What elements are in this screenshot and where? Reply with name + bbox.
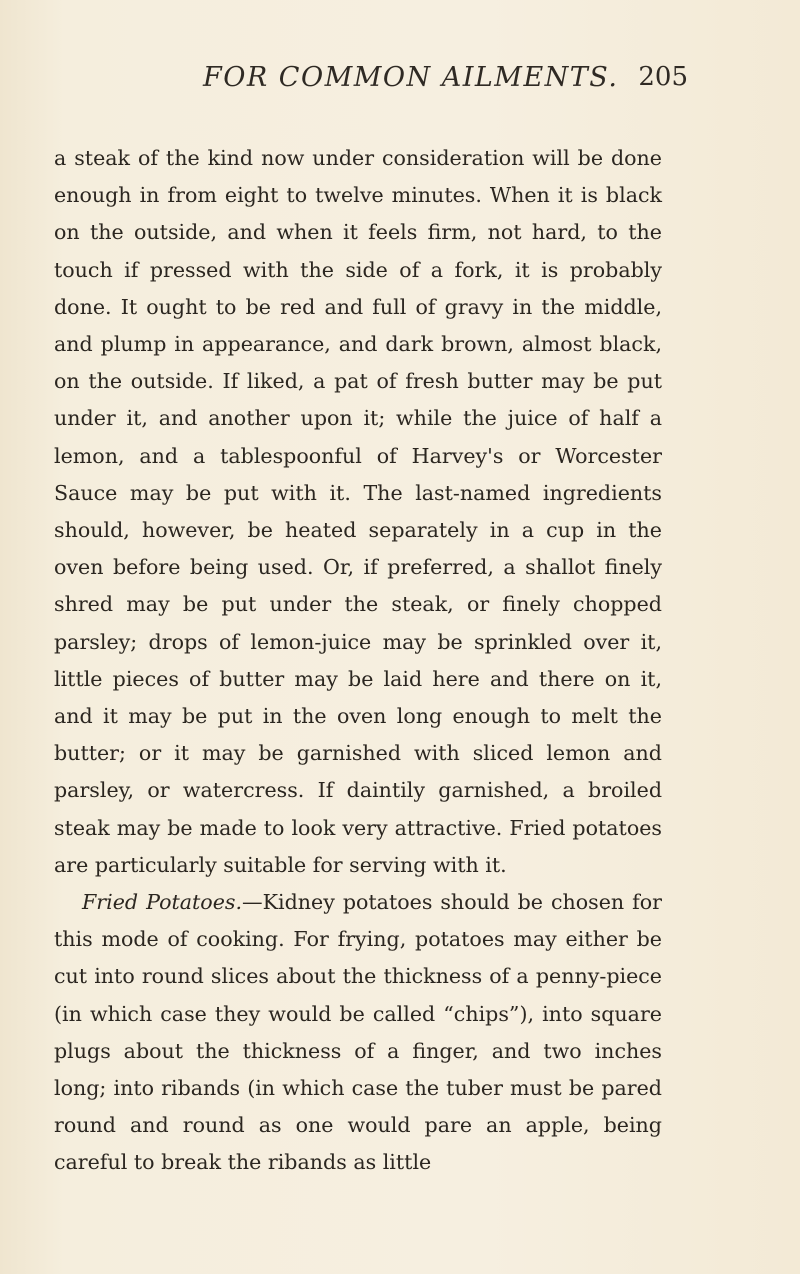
paragraph-steak: a steak of the kind now under consideration will be done enough in from eight to twelve minutes. When it is black on the outside, and when it feels firm, not hard, to the touch if pressed with the side of a fork, it is probably done. It ought to be red and full of gravy in the middle, and plump in appearance, and dark brown, almost black, on the outside. If liked, a pat of fresh butter may be put under it, and another upon it; while the juice of half a lemon, and a tablespoonful of Harvey's or Worcester Sauce may be put with it. The last-named ingredients should, however, be heated separately in a cup in the oven before being used. Or, if preferred, a shallot finely shred may be put under the steak, or finely chopped parsley; drops of lemon-juice may be sprinkled over it, little pieces of butter may be laid here and there on it, and it may be put in the oven long enough to melt the butter; or it may be garnished with sliced lemon and parsley, or watercress. If daintily garnished, a broiled steak may be made to look very attractive. Fried potatoes are particularly suitable for serving with it. [54,146,662,877]
body-text [54,140,662,1182]
paragraph-fried-potatoes [54,884,662,1182]
running-title: FOR COMMON AILMENTS. [203,62,619,93]
paragraph-text: —Kidney potatoes should be chosen for this mode of cooking. For frying, potatoes may either be cut into round slices about the thickness of a penny-piece (in which case they would be called “chips”), into square plugs about the thickness of a finger, and two inches long; into ribands (in which case the tuber must be pared round and round as one would pare an apple, being careful to break the ribands as little [54,890,662,1175]
page-number: 205 [638,62,688,92]
page-header [0,62,800,102]
paragraph-heading: Fried Potatoes. [82,890,243,915]
